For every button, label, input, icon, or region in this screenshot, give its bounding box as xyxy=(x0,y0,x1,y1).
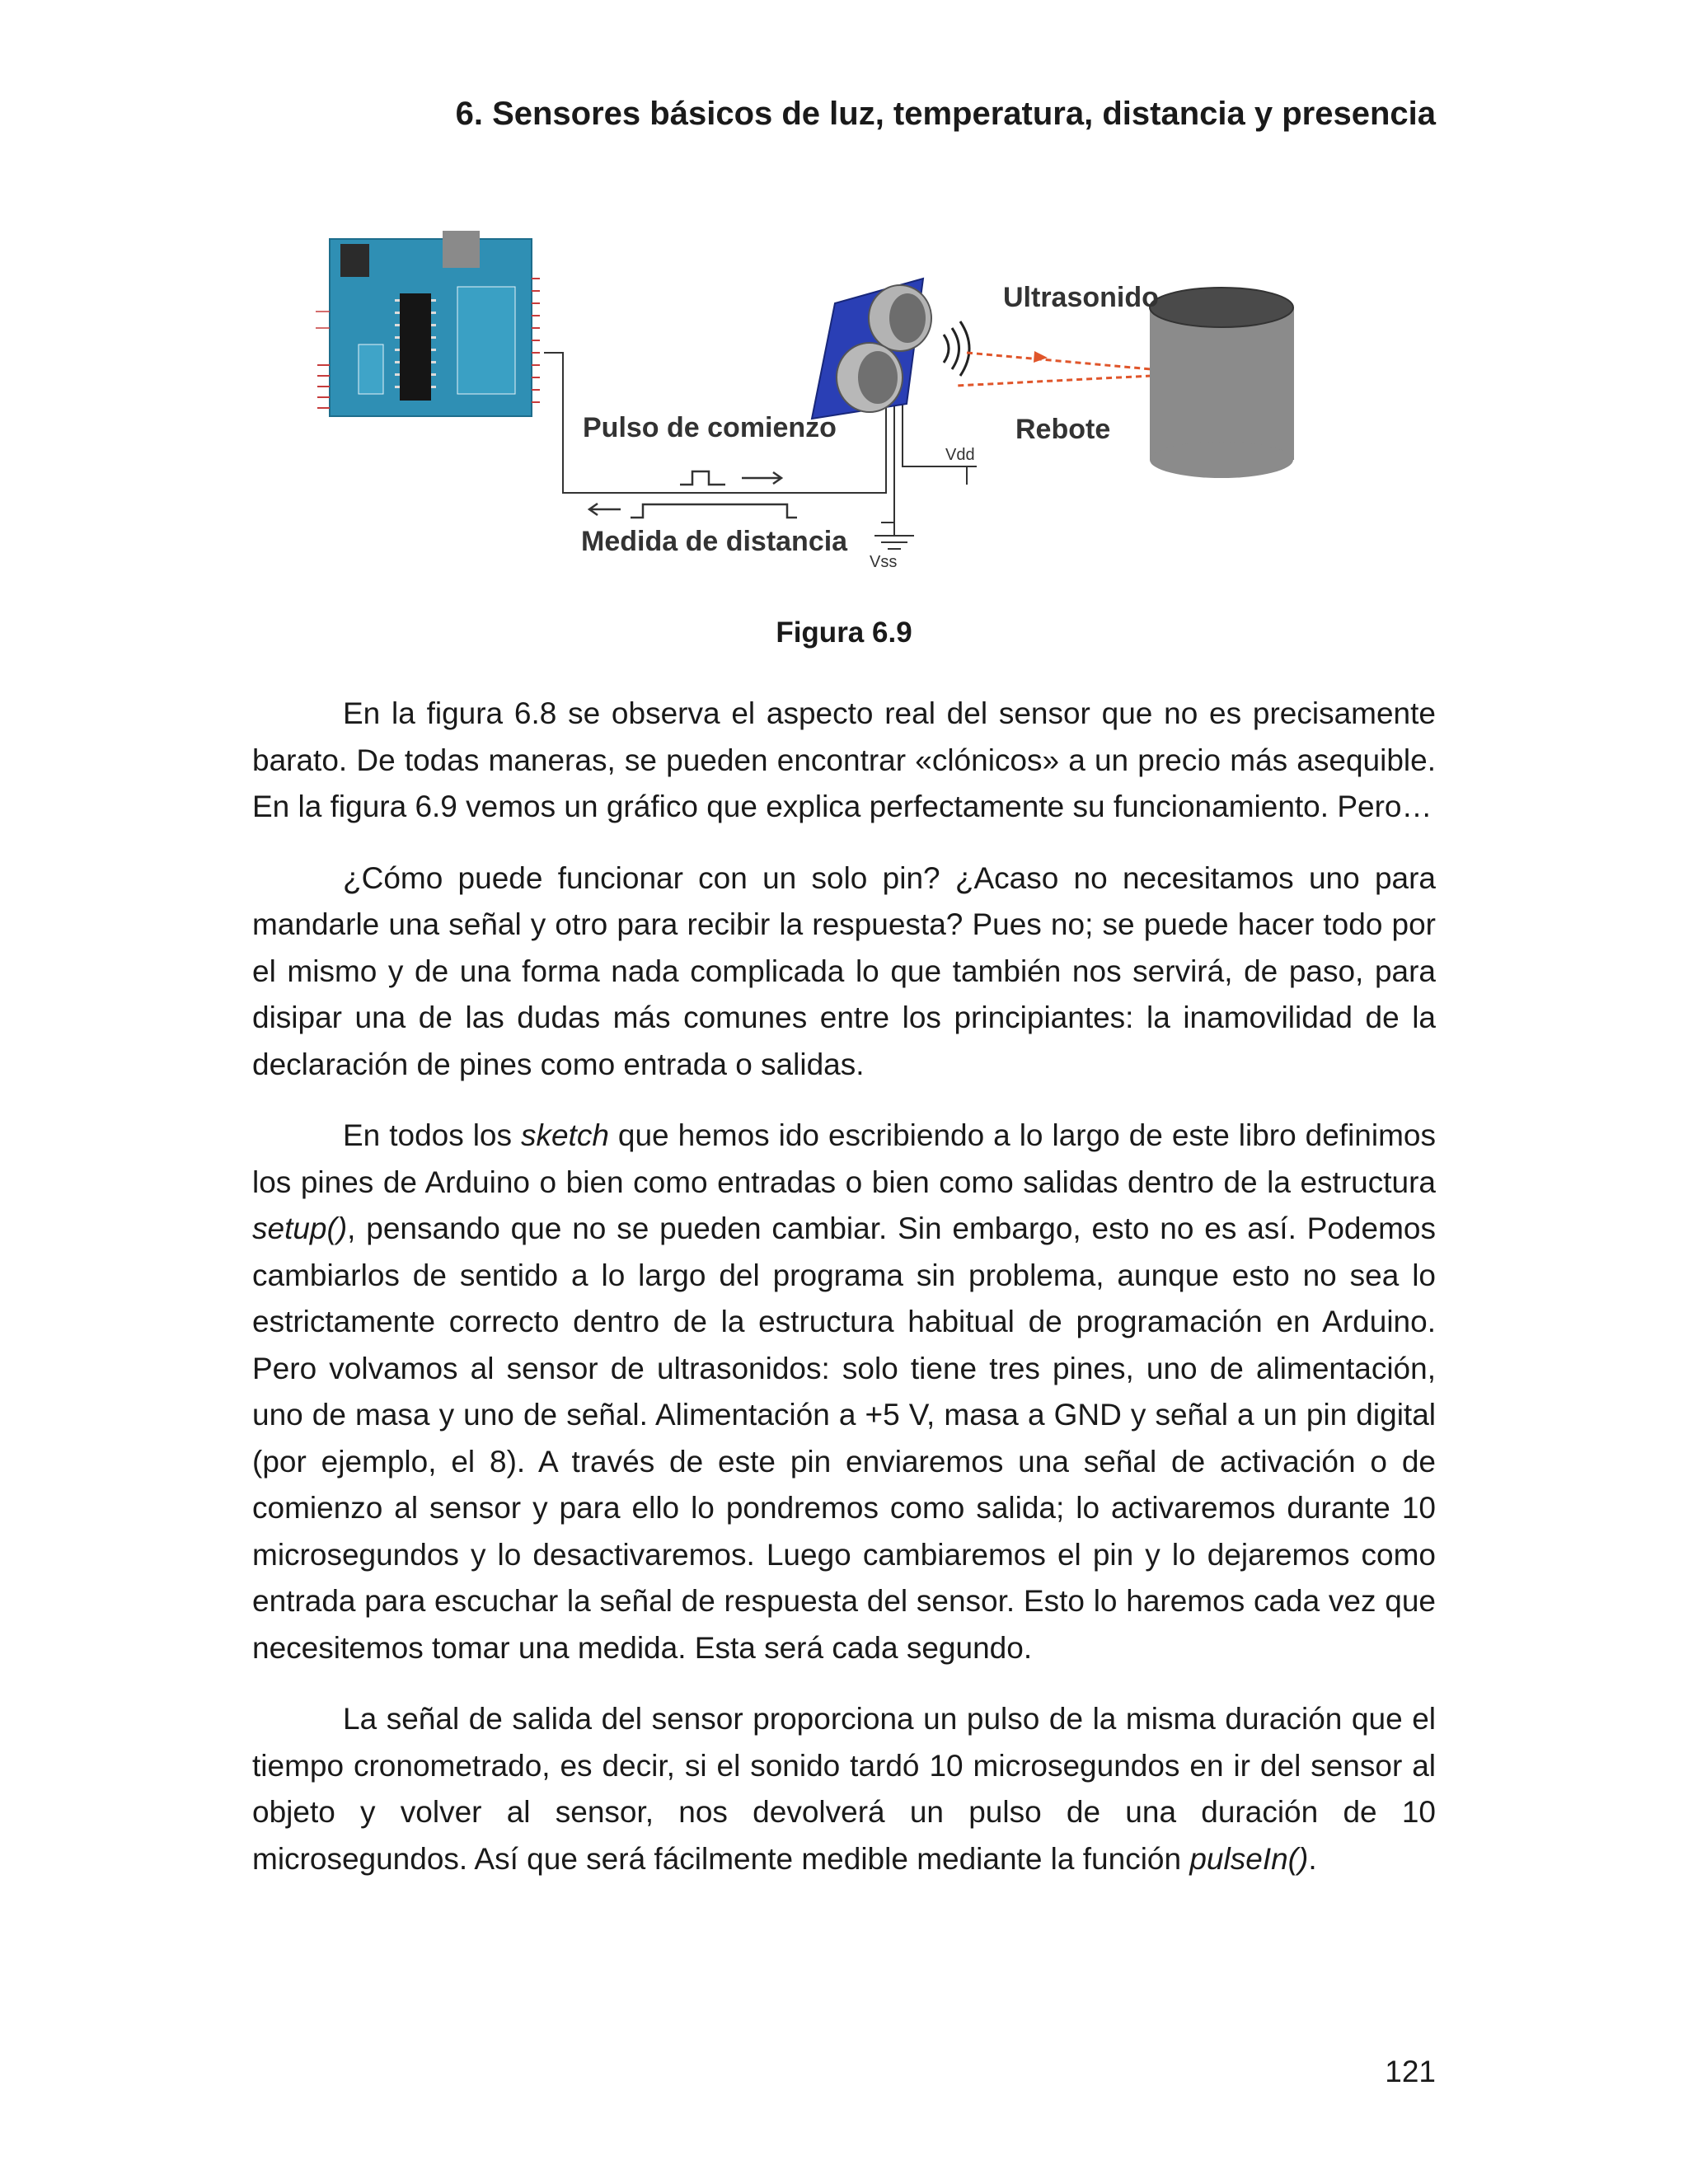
label-vss: Vss xyxy=(870,553,898,571)
page-number: 121 xyxy=(1385,2055,1436,2088)
target-object-cylinder xyxy=(1150,288,1294,478)
paragraph-4-part-b: . xyxy=(1308,1841,1317,1876)
paragraph-3-setup-term: setup() xyxy=(252,1212,348,1245)
sound-waves-icon xyxy=(944,321,969,376)
paragraph-3-part-b: que hemos ido escribiendo a lo largo de este libro definimos los pines de Arduino o bien como entradas o bien como salidas dentro de la estructura xyxy=(252,1118,1436,1199)
ultrasonic-diagram-svg xyxy=(293,221,1348,592)
running-header: 6. Sensores básicos de luz, temperatura, distancia y presencia xyxy=(455,96,1436,132)
label-rebote: Rebote xyxy=(1015,414,1111,445)
echo-pulse-waveform xyxy=(589,504,797,518)
ground-symbol xyxy=(874,523,914,549)
arduino-board-illustration xyxy=(316,231,540,416)
paragraph-3-sketch-term: sketch xyxy=(520,1118,609,1152)
label-ultrasonido: Ultrasonido xyxy=(1003,282,1159,313)
label-vdd: Vdd xyxy=(945,446,975,464)
paragraph-4-part-a: La señal de salida del sensor proporciona un pulso de la misma duración que el tiempo cronometrado, es decir, si el sonido tardó 10 microsegundos en ir del sensor al objeto y volver al sensor, nos devolverá un pulso de una duración de 10 microsegundos. Así que será fácilmente medible mediante la función xyxy=(252,1702,1436,1876)
ground-wire xyxy=(881,402,894,523)
body-text xyxy=(252,691,1436,1907)
ultrasonic-sensor-illustration xyxy=(812,279,931,419)
paragraph-2: ¿Cómo puede funcionar con un solo pin? ¿Acaso no necesitamos uno para mandarle una señal y otro para recibir la respuesta? Pues no; se puede hacer todo por el mismo y de una forma nada complicada lo que también nos servirá, de paso, para disipar una de las dudas más comunes entre los principiantes: la inamovilidad de la declaración de pines como entrada o salidas. xyxy=(252,860,1436,1081)
figure-ultrasonic-diagram xyxy=(293,221,1348,592)
paragraph-3 xyxy=(252,1113,1436,1671)
vdd-wire xyxy=(903,402,977,485)
beam-arrow xyxy=(1034,351,1048,363)
trigger-pulse-waveform xyxy=(680,471,781,485)
paragraph-3-part-c: , pensando que no se pueden cambiar. Sin embargo, esto no es así. Podemos cambiarlos de sentido a lo largo del programa sin problema, aunque esto no sea lo estrictamente correcto dentro de la estructura habitual de programación en Arduino. Pero volvamos al sensor de ultrasonidos: solo tiene tres pines, uno de alimentación, uno de masa y uno de señal. Alimentación a +5 V, masa a GND y señal a un pin digital (por ejemplo, el 8). A través de este pin enviaremos una señal de activación o de comienzo al sensor y para ello lo pondremos como salida; lo activaremos durante 10 microsegundos y lo desactivaremos. Luego cambiaremos el pin y lo dejaremos como entrada para escuchar la señal de respuesta del sensor. Esto lo haremos cada vez que necesitemos tomar una medida. Esta será cada segundo. xyxy=(252,1212,1436,1665)
label-medida-de-distancia: Medida de distancia xyxy=(581,526,848,557)
paragraph-1: En la figura 6.8 se observa el aspecto real del sensor que no es precisamente barato. De todas maneras, se pueden encontrar «clónicos» a un precio más asequible. En la figura 6.9 vemos un gráfico que explica perfectamente su funcionamiento. Pero… xyxy=(252,696,1436,823)
paragraph-3-part-a: En todos los xyxy=(343,1118,521,1152)
paragraph-4 xyxy=(252,1696,1436,1882)
paragraph-4-pulsein-term: pulseIn() xyxy=(1189,1841,1309,1876)
figure-caption: Figura 6.9 xyxy=(776,616,912,649)
label-pulso-de-comienzo: Pulso de comienzo xyxy=(583,412,837,443)
ultrasound-beam xyxy=(956,353,1151,386)
